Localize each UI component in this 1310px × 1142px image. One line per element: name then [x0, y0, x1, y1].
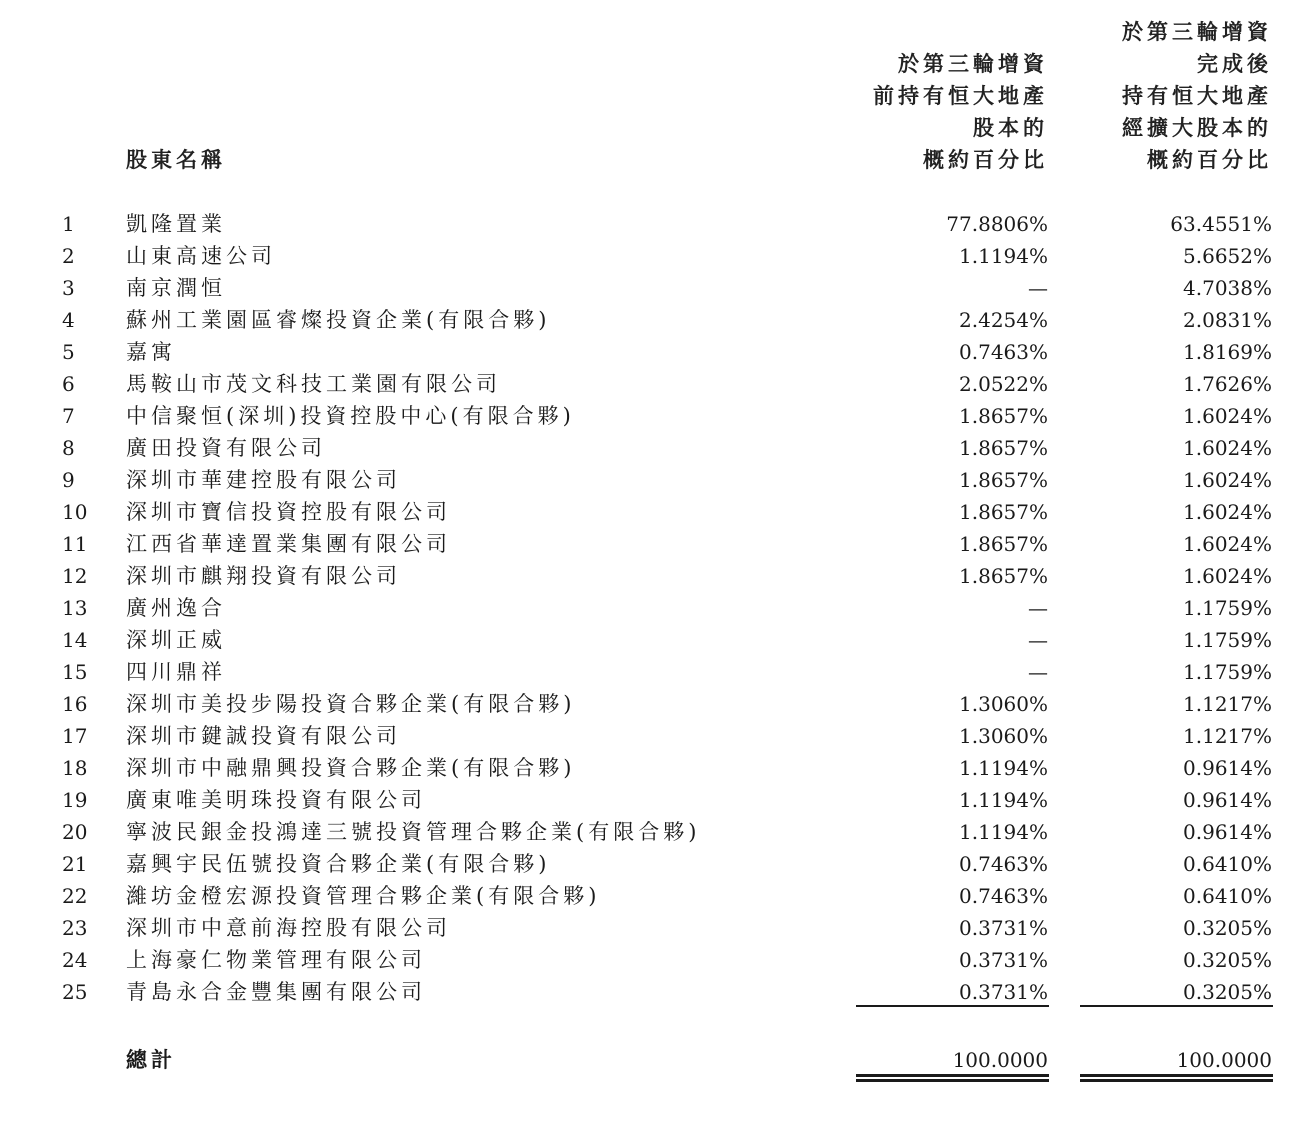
percent-after: 0.3205% [1183, 980, 1272, 1004]
row-number: 14 [62, 628, 88, 652]
percent-before: — [1028, 660, 1048, 684]
shareholder-name: 深圳市中融鼎興投資合夥企業(有限合夥) [126, 756, 576, 780]
header-after-line: 經擴大股本的 [1122, 116, 1272, 140]
header-after-line: 概約百分比 [1147, 148, 1272, 172]
percent-after: 1.1759% [1183, 628, 1272, 652]
row-number: 13 [62, 596, 88, 620]
row-number: 21 [62, 852, 88, 876]
shareholder-name: 嘉興宇民伍號投資合夥企業(有限合夥) [126, 852, 551, 876]
shareholder-name: 寧波民銀金投鴻達三號投資管理合夥企業(有限合夥) [126, 820, 701, 844]
percent-before: 0.3731% [959, 980, 1048, 1004]
percent-after: 1.6024% [1183, 468, 1272, 492]
percent-after: 5.6652% [1183, 244, 1272, 268]
table-row [0, 976, 1310, 1008]
percent-before: 1.8657% [959, 532, 1048, 556]
percent-before: 1.3060% [959, 724, 1048, 748]
table-row [0, 720, 1310, 752]
shareholder-name: 凱隆置業 [126, 212, 226, 236]
percent-before: 1.1194% [959, 756, 1048, 780]
percent-before: 1.1194% [959, 788, 1048, 812]
table-row [0, 464, 1310, 496]
shareholder-name: 深圳市鍵誠投資有限公司 [126, 724, 401, 748]
percent-before: 0.7463% [959, 340, 1048, 364]
subtotal-rule-after [1080, 1005, 1273, 1007]
shareholder-name: 深圳市寶信投資控股有限公司 [126, 500, 451, 524]
shareholder-name: 南京潤恒 [126, 276, 226, 300]
percent-after: 0.9614% [1183, 820, 1272, 844]
shareholder-name: 廣田投資有限公司 [126, 436, 326, 460]
percent-before: 1.1194% [959, 244, 1048, 268]
header-after-line: 持有恒大地產 [1122, 84, 1272, 108]
shareholder-name: 青島永合金豐集團有限公司 [126, 980, 426, 1004]
shareholder-table-body [0, 208, 1310, 1008]
total-double-rule-after [1080, 1074, 1273, 1077]
header-after-line: 於第三輪增資 [1122, 20, 1272, 44]
row-number: 22 [62, 884, 88, 908]
row-number: 12 [62, 564, 88, 588]
percent-after: 0.6410% [1183, 852, 1272, 876]
table-row [0, 880, 1310, 912]
percent-after: 1.1217% [1183, 724, 1272, 748]
shareholder-name: 嘉寓 [126, 340, 176, 364]
row-number: 11 [62, 532, 88, 556]
header-before-line: 於第三輪增資 [898, 52, 1048, 76]
shareholder-name: 廣東唯美明珠投資有限公司 [126, 788, 426, 812]
percent-after: 63.4551% [1170, 212, 1272, 236]
shareholder-name: 深圳市華建控股有限公司 [126, 468, 401, 492]
percent-before: 1.8657% [959, 468, 1048, 492]
row-number: 20 [62, 820, 88, 844]
percent-after: 1.1759% [1183, 660, 1272, 684]
percent-before: 1.8657% [959, 404, 1048, 428]
table-row [0, 560, 1310, 592]
total-double-rule-after [1080, 1079, 1273, 1082]
percent-after: 0.3205% [1183, 948, 1272, 972]
row-number: 1 [62, 212, 75, 236]
row-number: 3 [62, 276, 75, 300]
shareholder-name: 中信聚恒(深圳)投資控股中心(有限合夥) [126, 404, 575, 428]
header-before-column [873, 48, 1048, 176]
percent-before: 1.3060% [959, 692, 1048, 716]
header-shareholder-name: 股東名稱 [126, 148, 226, 172]
percent-after: 0.9614% [1183, 756, 1272, 780]
table-row [0, 304, 1310, 336]
row-number: 4 [62, 308, 75, 332]
table-row [0, 496, 1310, 528]
percent-before: — [1028, 596, 1048, 620]
percent-after: 0.3205% [1183, 916, 1272, 940]
table-row [0, 368, 1310, 400]
percent-before: 77.8806% [946, 212, 1048, 236]
total-after: 100.0000 [1176, 1048, 1272, 1072]
row-number: 9 [62, 468, 75, 492]
percent-after: 4.7038% [1183, 276, 1272, 300]
table-row [0, 656, 1310, 688]
shareholder-name: 深圳市美投步陽投資合夥企業(有限合夥) [126, 692, 576, 716]
row-number: 23 [62, 916, 88, 940]
total-label: 總計 [126, 1048, 176, 1072]
percent-after: 1.6024% [1183, 500, 1272, 524]
row-number: 6 [62, 372, 75, 396]
total-double-rule-before [856, 1074, 1049, 1077]
table-row [0, 912, 1310, 944]
percent-after: 1.7626% [1183, 372, 1272, 396]
total-double-rule-before [856, 1079, 1049, 1082]
percent-before: 0.3731% [959, 948, 1048, 972]
percent-before: 1.8657% [959, 564, 1048, 588]
percent-after: 1.8169% [1183, 340, 1272, 364]
table-row [0, 528, 1310, 560]
row-number: 18 [62, 756, 88, 780]
percent-before: 2.0522% [959, 372, 1048, 396]
header-before-line: 前持有恒大地產 [873, 84, 1048, 108]
shareholder-name: 山東高速公司 [126, 244, 276, 268]
shareholder-name: 上海豪仁物業管理有限公司 [126, 948, 426, 972]
percent-before: 0.7463% [959, 852, 1048, 876]
row-number: 19 [62, 788, 88, 812]
percent-before: 0.7463% [959, 884, 1048, 908]
table-row [0, 752, 1310, 784]
percent-after: 1.6024% [1183, 404, 1272, 428]
row-number: 25 [62, 980, 88, 1004]
table-row [0, 240, 1310, 272]
table-row [0, 336, 1310, 368]
percent-after: 2.0831% [1183, 308, 1272, 332]
total-before: 100.0000 [952, 1048, 1048, 1072]
row-number: 10 [62, 500, 88, 524]
total-row [0, 1046, 1310, 1076]
percent-after: 1.1759% [1183, 596, 1272, 620]
percent-after: 0.9614% [1183, 788, 1272, 812]
row-number: 24 [62, 948, 88, 972]
percent-before: — [1028, 628, 1048, 652]
table-row [0, 784, 1310, 816]
shareholder-name: 廣州逸合 [126, 596, 226, 620]
row-number: 2 [62, 244, 75, 268]
header-before-line: 股本的 [973, 116, 1048, 140]
table-row [0, 816, 1310, 848]
percent-before: 2.4254% [959, 308, 1048, 332]
table-row [0, 848, 1310, 880]
table-row [0, 688, 1310, 720]
percent-before: 1.8657% [959, 500, 1048, 524]
table-row [0, 208, 1310, 240]
header-before-line: 概約百分比 [923, 148, 1048, 172]
shareholder-name: 深圳正威 [126, 628, 226, 652]
row-number: 15 [62, 660, 88, 684]
table-row [0, 944, 1310, 976]
table-row [0, 272, 1310, 304]
percent-before: — [1028, 276, 1048, 300]
percent-before: 1.1194% [959, 820, 1048, 844]
row-number: 16 [62, 692, 88, 716]
shareholder-name: 濰坊金橙宏源投資管理合夥企業(有限合夥) [126, 884, 601, 908]
table-row [0, 400, 1310, 432]
shareholder-name: 深圳市麒翔投資有限公司 [126, 564, 401, 588]
header-after-column [1122, 16, 1272, 176]
percent-after: 1.6024% [1183, 436, 1272, 460]
subtotal-rule-before [856, 1005, 1049, 1007]
percent-after: 1.6024% [1183, 532, 1272, 556]
table-row [0, 432, 1310, 464]
percent-after: 0.6410% [1183, 884, 1272, 908]
shareholder-name: 四川鼎祥 [126, 660, 226, 684]
percent-after: 1.6024% [1183, 564, 1272, 588]
shareholder-name: 深圳市中意前海控股有限公司 [126, 916, 451, 940]
shareholder-name: 蘇州工業園區睿燦投資企業(有限合夥) [126, 308, 551, 332]
percent-before: 1.8657% [959, 436, 1048, 460]
table-row [0, 624, 1310, 656]
row-number: 5 [62, 340, 75, 364]
shareholder-name: 江西省華達置業集團有限公司 [126, 532, 451, 556]
percent-after: 1.1217% [1183, 692, 1272, 716]
row-number: 7 [62, 404, 75, 428]
shareholder-name: 馬鞍山市茂文科技工業園有限公司 [126, 372, 501, 396]
row-number: 17 [62, 724, 88, 748]
row-number: 8 [62, 436, 75, 460]
header-after-line: 完成後 [1197, 52, 1272, 76]
table-row [0, 592, 1310, 624]
percent-before: 0.3731% [959, 916, 1048, 940]
